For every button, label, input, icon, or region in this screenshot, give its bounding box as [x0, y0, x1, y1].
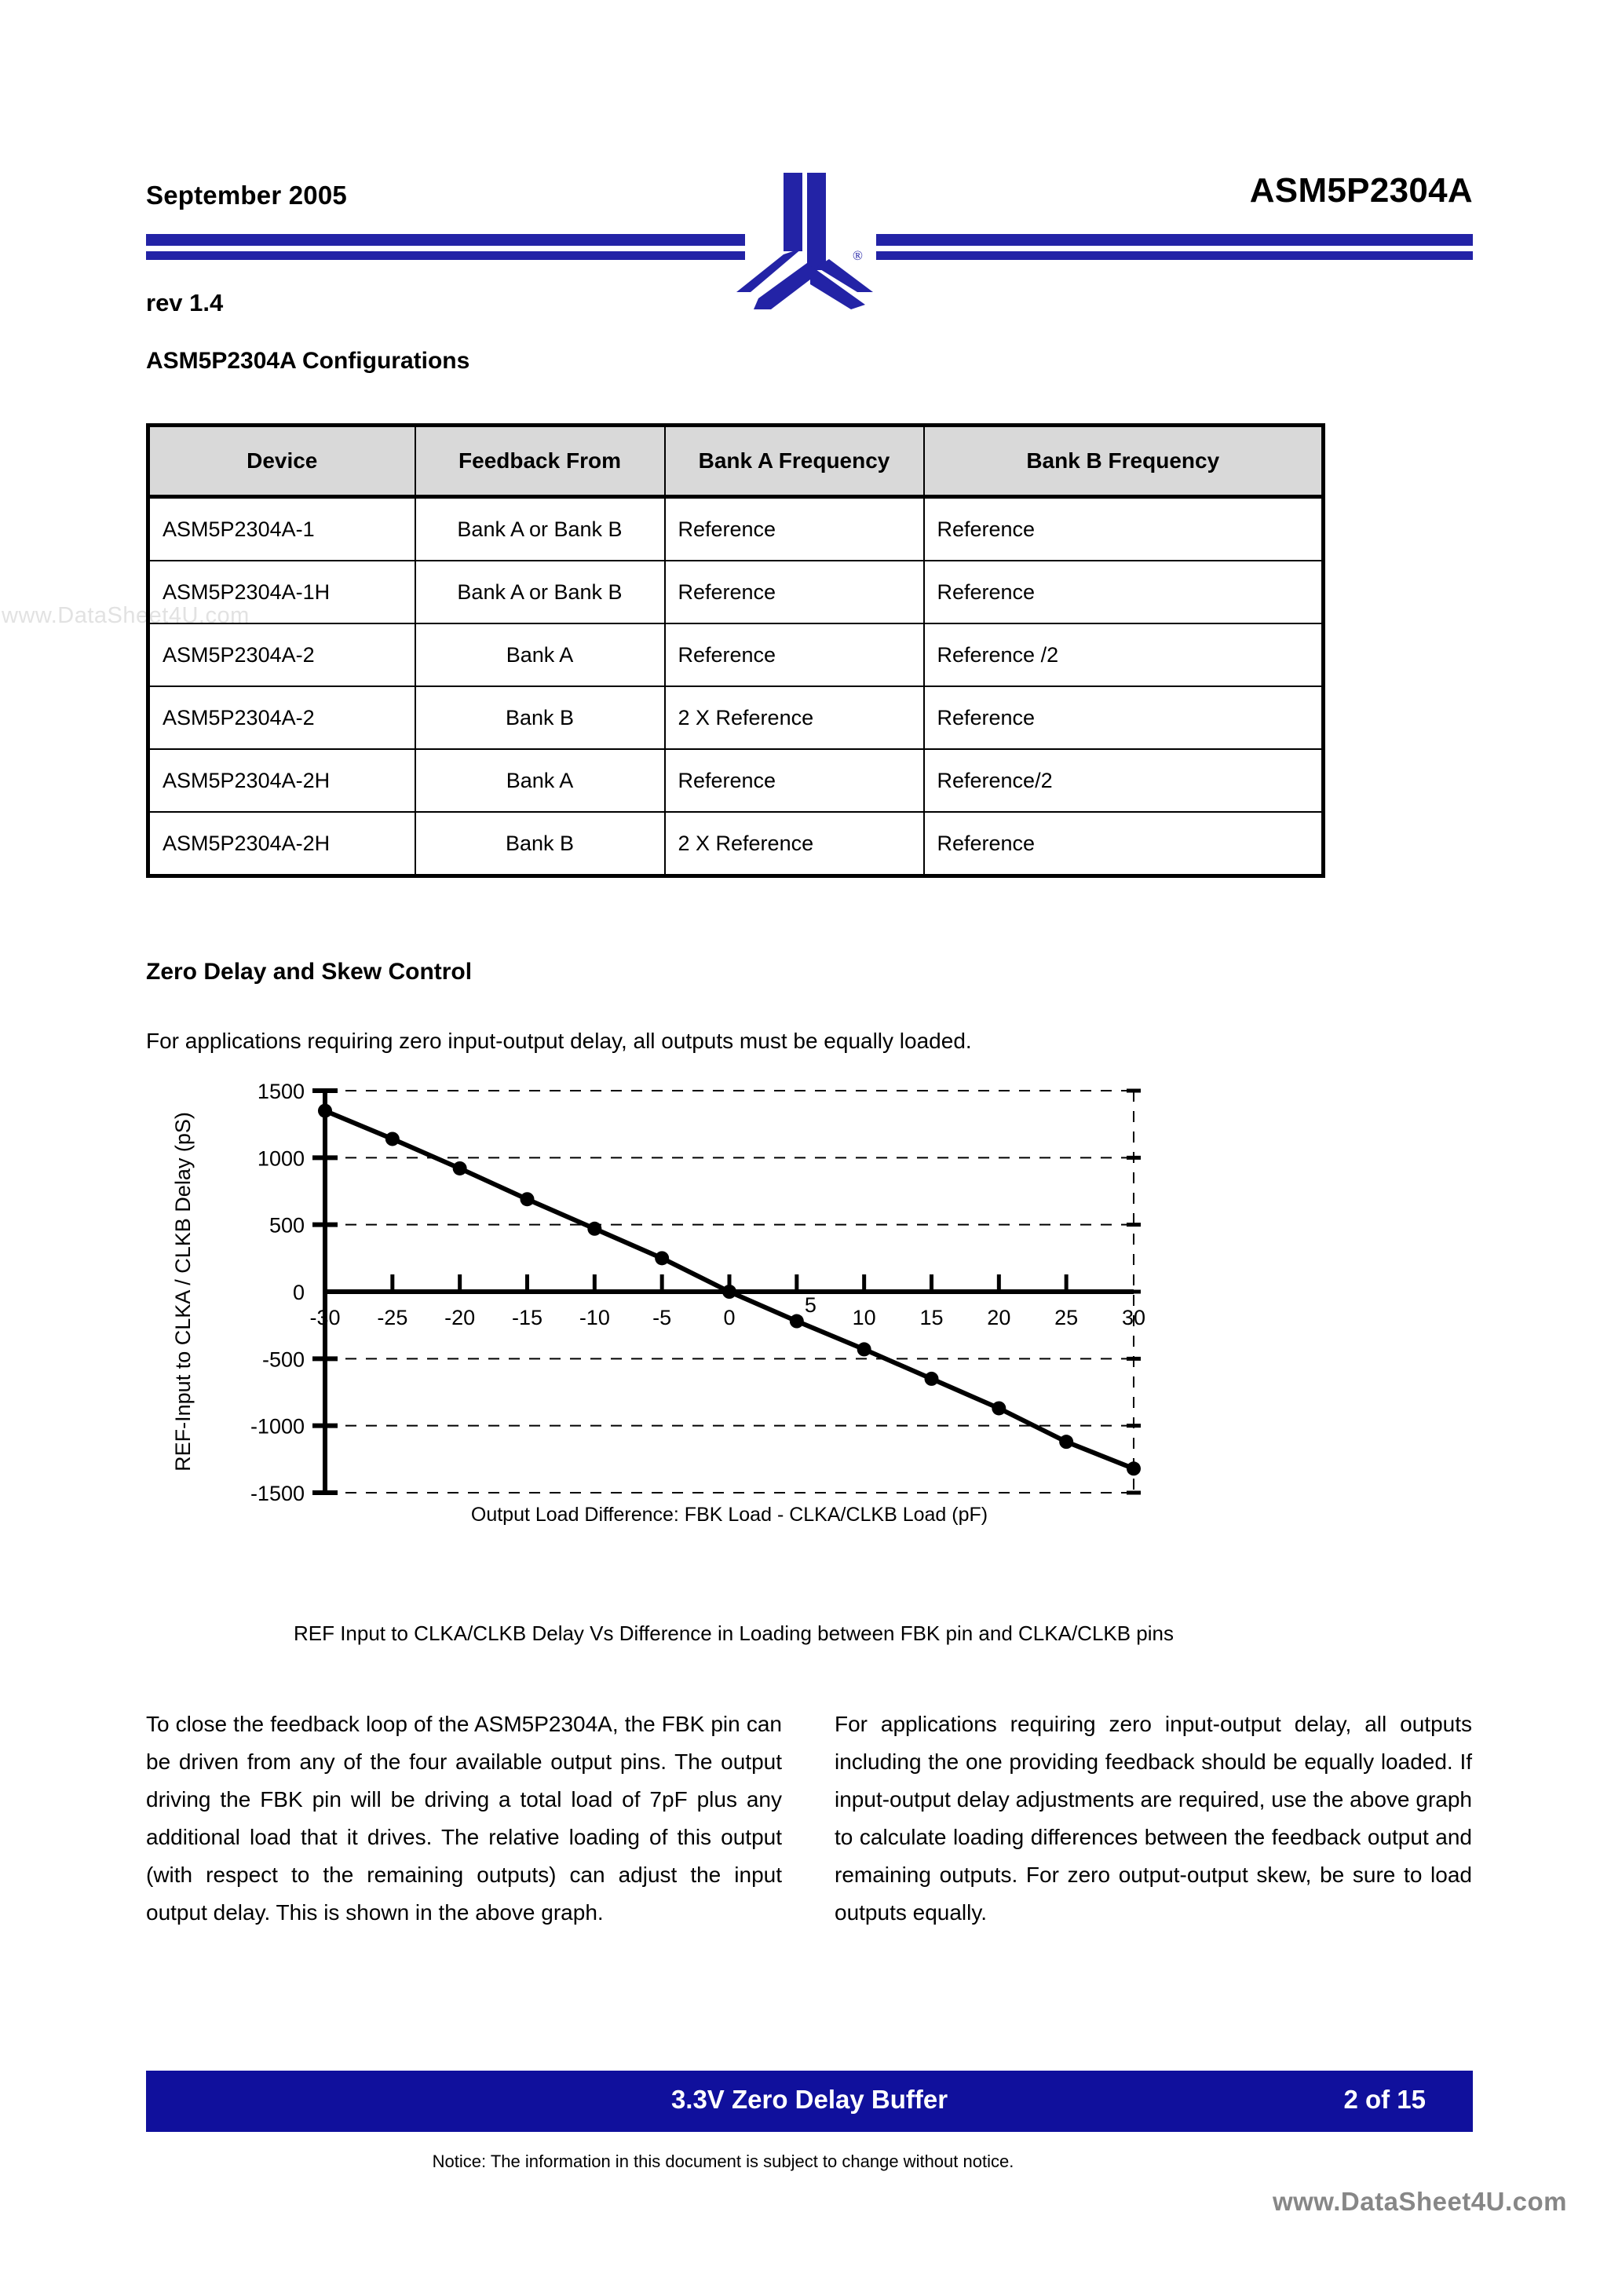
delay-vs-load-chart [146, 1072, 1167, 1543]
column-header-bank-b-frequency: Bank B Frequency [924, 426, 1324, 497]
page-footer-bar [146, 2071, 1473, 2132]
footer-notice: Notice: The information in this document is subject to change without notice. [432, 2152, 1014, 2171]
chart-x-tick-label: 10 [852, 1306, 876, 1329]
column-header-bank-a-frequency: Bank A Frequency [665, 426, 924, 497]
table-row [148, 623, 1324, 686]
chart-x-tick-label: -15 [511, 1306, 543, 1329]
cell-bank-b: Reference [924, 812, 1324, 876]
cell-feedback: Bank A or Bank B [415, 561, 665, 623]
cell-device: ASM5P2304A-1 [148, 497, 415, 561]
cell-feedback: Bank B [415, 686, 665, 749]
chart-y-tick-label: 1000 [257, 1146, 305, 1171]
chart-y-tick-label: 0 [292, 1281, 305, 1304]
table-row [148, 497, 1324, 561]
configurations-table [146, 423, 1325, 878]
chart-x-tick-label: 30 [1121, 1306, 1146, 1329]
footer-title: 3.3V Zero Delay Buffer [670, 2085, 948, 2114]
left-paragraph: To close the feedback loop of the ASM5P2304A, the FBK pin can be driven from any of the four available output pins. The output driving the FBK pin will be driving a total load of 7pF plus any additional load that it drives. The relative loading of this output (with respect to the remaining outputs) can adjust the input output delay. This is shown in the above graph. [146, 1712, 782, 1925]
chart-data-point [587, 1222, 601, 1236]
chart-y-axis-title: REF-Input to CLKA / CLKB Delay (pS) [171, 1112, 195, 1472]
zero-delay-heading: Zero Delay and Skew Control [146, 959, 473, 985]
header-rule-right-thin [876, 251, 1473, 260]
chart-x-tick-label: -10 [579, 1306, 610, 1329]
chart-data-point [857, 1342, 871, 1356]
chart-data-point [1127, 1461, 1141, 1475]
chart-data-point [1059, 1435, 1073, 1449]
cell-bank-a: 2 X Reference [665, 686, 924, 749]
table-header-row [148, 426, 1324, 497]
body-column-left [146, 1706, 782, 1932]
header-rule-left-thin [146, 251, 745, 260]
chart-x-tick-label: 25 [1054, 1306, 1079, 1329]
body-column-right [835, 1706, 1472, 1932]
zero-delay-intro: For applications requiring zero input-output delay, all outputs must be equally loaded. [146, 1029, 972, 1053]
cell-device: ASM5P2304A-2H [148, 749, 415, 812]
cell-bank-b: Reference [924, 686, 1324, 749]
cell-feedback: Bank A [415, 749, 665, 812]
chart-data-point [790, 1314, 804, 1329]
chart-data-point [385, 1132, 400, 1146]
header-date: September 2005 [146, 181, 347, 210]
chart-x-tick-label: -25 [377, 1306, 408, 1329]
header-rule-right-thick [876, 234, 1473, 246]
chart-x-tick-label: 20 [987, 1306, 1011, 1329]
watermark-bottom: www.DataSheet4U.com [1272, 2187, 1567, 2216]
cell-feedback: Bank A or Bank B [415, 497, 665, 561]
column-header-device: Device [148, 426, 415, 497]
table-row [148, 749, 1324, 812]
cell-bank-b: Reference /2 [924, 623, 1324, 686]
registered-trademark-icon: ® [853, 248, 863, 263]
right-paragraph: For applications requiring zero input-output delay, all outputs including the one providing feedback should be equally loaded. If input-output delay adjustments are required, use the above graph to calculate loading differences between the feedback output and remaining outputs. For zero output-output skew, be sure to load outputs equally. [835, 1712, 1472, 1925]
header-rule-left-thick [146, 234, 745, 246]
column-header-feedback-from: Feedback From [415, 426, 665, 497]
cell-bank-b: Reference [924, 497, 1324, 561]
header-rule-left [146, 234, 745, 260]
chart-y-tick-label: -500 [261, 1347, 305, 1372]
chart-y-tick-label: -1500 [250, 1482, 305, 1505]
watermark-left: www.DataSheet4U.com [2, 603, 250, 628]
chart-x-tick-label: 5 [804, 1293, 816, 1317]
cell-device: ASM5P2304A-1H [148, 561, 415, 623]
header-revision: rev 1.4 [146, 289, 224, 316]
header-rule-right [876, 234, 1473, 260]
cell-feedback: Bank B [415, 812, 665, 876]
configurations-heading: ASM5P2304A Configurations [146, 348, 470, 374]
chart-data-point [992, 1401, 1006, 1415]
cell-feedback: Bank A [415, 623, 665, 686]
table-row [148, 561, 1324, 623]
header-part-number: ASM5P2304A [1249, 171, 1473, 210]
chart-data-point [722, 1285, 736, 1299]
company-logo-icon [735, 166, 884, 324]
page-header [146, 171, 1473, 316]
chart-x-tick-label: 15 [919, 1306, 944, 1329]
cell-bank-a: Reference [665, 623, 924, 686]
chart-x-axis-title: Output Load Difference: FBK Load - CLKA/CLKB Load (pF) [470, 1504, 988, 1526]
table-row [148, 686, 1324, 749]
chart-x-tick-label: -5 [652, 1306, 672, 1329]
cell-bank-b: Reference [924, 561, 1324, 623]
chart-data-point [521, 1192, 535, 1206]
cell-device: ASM5P2304A-2H [148, 812, 415, 876]
cell-bank-a: 2 X Reference [665, 812, 924, 876]
chart-data-point [318, 1104, 332, 1118]
chart-y-tick-label: 1500 [257, 1080, 305, 1103]
chart-data-point [925, 1372, 939, 1386]
cell-bank-a: Reference [665, 749, 924, 812]
cell-bank-a: Reference [665, 497, 924, 561]
cell-bank-a: Reference [665, 561, 924, 623]
chart-x-tick-label: 0 [723, 1306, 736, 1329]
chart-data-point [453, 1161, 467, 1175]
chart-y-tick-label: 500 [269, 1213, 305, 1238]
chart-x-tick-label: -20 [444, 1306, 476, 1329]
cell-device: ASM5P2304A-2 [148, 623, 415, 686]
cell-device: ASM5P2304A-2 [148, 686, 415, 749]
chart-data-point [655, 1251, 669, 1265]
chart-caption: REF Input to CLKA/CLKB Delay Vs Difference in Loading between FBK pin and CLKA/CLKB pins [293, 1621, 1174, 1645]
chart-x-tick-label: -30 [309, 1306, 341, 1329]
chart-y-tick-label: -1000 [250, 1414, 305, 1439]
footer-page-number: 2 of 15 [1343, 2085, 1426, 2114]
cell-bank-b: Reference/2 [924, 749, 1324, 812]
table-row [148, 812, 1324, 876]
